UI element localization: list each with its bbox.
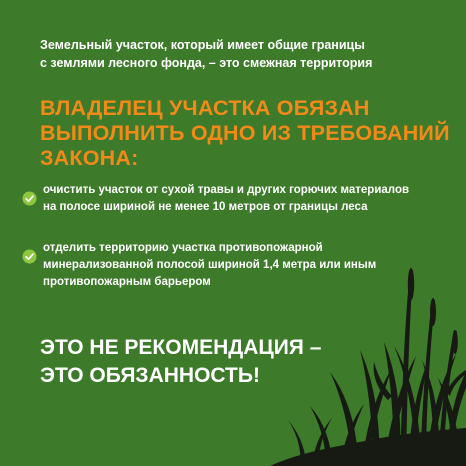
intro-text [40, 36, 440, 72]
headline-line: ВЫПОЛНИТЬ ОДНО ИЗ ТРЕБОВАНИЙ [40, 121, 450, 145]
check-circle-icon [22, 249, 37, 264]
requirement-text [43, 182, 409, 216]
requirement-line: противопожарным барьером [43, 276, 211, 288]
headline [40, 96, 460, 171]
headline-line: ВЛАДЕЛЕЦ УЧАСТКА ОБЯЗАН [40, 96, 370, 120]
closing-line: ЭТО НЕ РЕКОМЕНДАЦИЯ – [40, 336, 322, 359]
requirement-text [43, 240, 376, 291]
closing-statement [40, 334, 420, 390]
closing-line: ЭТО ОБЯЗАННОСТЬ! [40, 364, 260, 387]
requirement-item [22, 240, 452, 291]
intro-line: Земельный участок, который имеет общие границы [40, 38, 365, 52]
requirement-line: на полосе шириной не менее 10 метров от границы леса [43, 201, 368, 213]
requirement-line: очистить участок от сухой травы и других горючих материалов [43, 184, 410, 196]
headline-line: ЗАКОНА: [40, 146, 139, 170]
requirement-line: отделить территорию участка противопожарной [43, 242, 323, 254]
requirement-item [22, 182, 452, 216]
requirement-line: минерализованной полосой шириной 1,4 метра или иным [43, 259, 377, 271]
check-circle-icon [22, 191, 37, 206]
intro-line: с землями лесного фонда, – это смежная территория [40, 56, 373, 70]
